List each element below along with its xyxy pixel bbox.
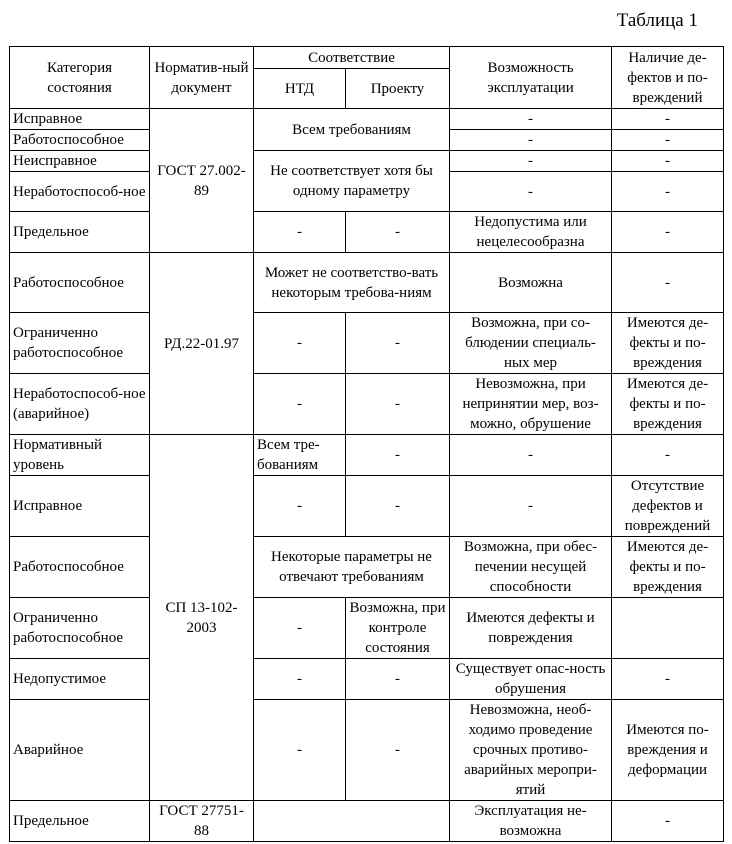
operation-cell: - — [450, 109, 612, 130]
defects-cell: - — [612, 253, 724, 313]
compliance-cell: Не соответствует хотя бы одному параметру — [254, 151, 450, 212]
operation-cell: - — [450, 130, 612, 151]
category-cell: Неисправное — [10, 151, 150, 172]
ntd-cell: - — [254, 313, 346, 374]
operation-cell: Невозможна, необ-ходимо проведение срочных противо-аварийных меропри-ятий — [450, 700, 612, 801]
document-cell: ГОСТ 27751-88 — [150, 801, 254, 842]
header-category: Категория состояния — [10, 47, 150, 109]
table-row — [10, 253, 724, 313]
category-cell: Предельное — [10, 212, 150, 253]
table-row — [10, 476, 724, 537]
defects-cell: Имеются по-вреждения и деформации — [612, 700, 724, 801]
table-row — [10, 151, 724, 172]
operation-cell: - — [450, 172, 612, 212]
header-row — [10, 47, 724, 69]
ntd-cell: - — [254, 374, 346, 435]
empty-compliance-cell — [254, 801, 450, 842]
defects-cell: Имеются де-фекты и по-вреждения — [612, 537, 724, 598]
project-cell: - — [346, 659, 450, 700]
category-cell: Неработоспособ-ное (аварийное) — [10, 374, 150, 435]
table-row — [10, 109, 724, 130]
table-row — [10, 374, 724, 435]
document-cell: РД.22-01.97 — [150, 253, 254, 435]
category-cell: Недопустимое — [10, 659, 150, 700]
ntd-cell: - — [254, 659, 346, 700]
category-cell: Работоспособное — [10, 130, 150, 151]
project-cell: - — [346, 313, 450, 374]
project-cell: - — [346, 374, 450, 435]
ntd-cell: - — [254, 476, 346, 537]
category-cell: Нормативный уровень — [10, 435, 150, 476]
compliance-cell: Всем требованиям — [254, 109, 450, 151]
defects-cell: - — [612, 109, 724, 130]
category-cell: Исправное — [10, 476, 150, 537]
project-cell: Возможна, при контроле состояния — [346, 598, 450, 659]
project-cell: - — [346, 700, 450, 801]
table-row — [10, 435, 724, 476]
operation-cell: Имеются дефекты и повреждения — [450, 598, 612, 659]
defects-cell — [612, 598, 724, 659]
ntd-cell: - — [254, 700, 346, 801]
category-cell: Исправное — [10, 109, 150, 130]
operation-cell: Существует опас-ность обрушения — [450, 659, 612, 700]
defects-cell: - — [612, 151, 724, 172]
defects-cell: - — [612, 801, 724, 842]
compliance-cell: Может не соответство-вать некоторым требова-ниям — [254, 253, 450, 313]
defects-cell: - — [612, 659, 724, 700]
operation-cell: Эксплуатация не-возможна — [450, 801, 612, 842]
defects-cell: Отсутствие дефектов и повреждений — [612, 476, 724, 537]
header-project: Проекту — [346, 69, 450, 109]
category-cell: Ограниченно работоспособное — [10, 313, 150, 374]
table-row — [10, 700, 724, 801]
project-cell: - — [346, 212, 450, 253]
header-ntd: НТД — [254, 69, 346, 109]
table-row — [10, 537, 724, 598]
operation-cell: Возможна, при обес-печении несущей способности — [450, 537, 612, 598]
header-operation: Возможность эксплуатации — [450, 47, 612, 109]
project-cell: - — [346, 476, 450, 537]
operation-cell: - — [450, 476, 612, 537]
table-row — [10, 313, 724, 374]
defects-cell: - — [612, 435, 724, 476]
defects-cell: - — [612, 130, 724, 151]
table-row — [10, 659, 724, 700]
category-cell: Работоспособное — [10, 253, 150, 313]
document-cell: СП 13-102-2003 — [150, 435, 254, 801]
state-categories-table — [9, 46, 724, 842]
document-cell: ГОСТ 27.002-89 — [150, 109, 254, 253]
table-row — [10, 212, 724, 253]
operation-cell: Недопустима или нецелесообразна — [450, 212, 612, 253]
defects-cell: Имеются де-фекты и по-вреждения — [612, 313, 724, 374]
ntd-cell: - — [254, 598, 346, 659]
header-compliance: Соответствие — [254, 47, 450, 69]
operation-cell: Возможна — [450, 253, 612, 313]
project-cell: - — [346, 435, 450, 476]
table-caption: Таблица 1 — [616, 10, 698, 31]
defects-cell: - — [612, 172, 724, 212]
operation-cell: - — [450, 435, 612, 476]
header-document: Норматив-ный документ — [150, 47, 254, 109]
category-cell: Ограниченно работоспособное — [10, 598, 150, 659]
header-defects: Наличие де-фектов и по-вреждений — [612, 47, 724, 109]
ntd-cell: - — [254, 212, 346, 253]
ntd-cell: Всем тре-бованиям — [254, 435, 346, 476]
operation-cell: Невозможна, при непринятии мер, воз-можно, обрушение — [450, 374, 612, 435]
defects-cell: Имеются де-фекты и по-вреждения — [612, 374, 724, 435]
operation-cell: - — [450, 151, 612, 172]
operation-cell: Возможна, при со-блюдении специаль-ных мер — [450, 313, 612, 374]
defects-cell: - — [612, 212, 724, 253]
category-cell: Предельное — [10, 801, 150, 842]
table-row — [10, 598, 724, 659]
compliance-cell: Некоторые параметры не отвечают требованиям — [254, 537, 450, 598]
category-cell: Аварийное — [10, 700, 150, 801]
table-row — [10, 801, 724, 842]
category-cell: Неработоспособ-ное — [10, 172, 150, 212]
category-cell: Работоспособное — [10, 537, 150, 598]
